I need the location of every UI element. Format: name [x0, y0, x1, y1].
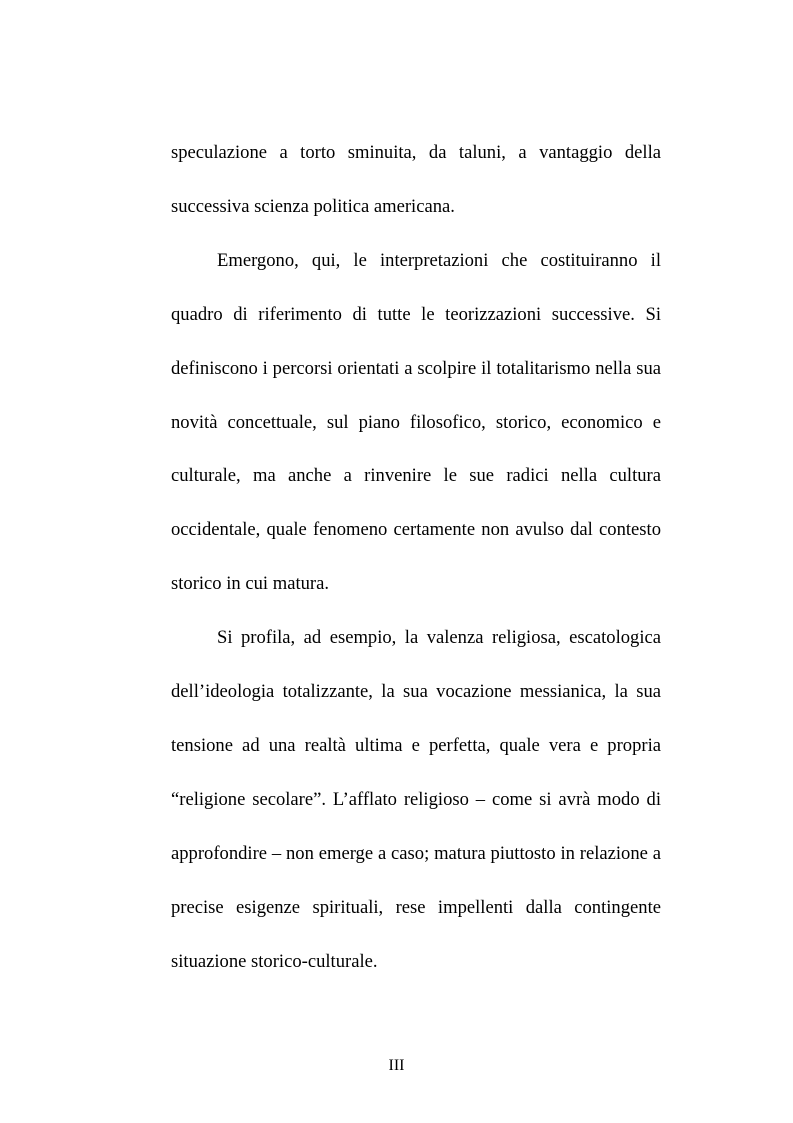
paragraph-interpretations: Emergono, qui, le interpretazioni che costituiranno il quadro di riferimento di tutte le teorizzazioni successive. Si definiscono i percorsi orientati a scolpire il totalitarismo nella sua novità concettuale, sul piano filosofico, storico, economico e culturale, ma anche a rinvenire le sue radici nella cultura occidentale, quale fenomeno certamente non avulso dal contesto storico in cui matura.	[171, 249, 661, 595]
paragraph-religious-valence: Si profila, ad esempio, la valenza religiosa, escatologica dell’ideologia totalizzante, la sua vocazione messianica, la sua tensione ad una realtà ultima e perfetta, quale vera e propria “religione secolare”. L’afflato religioso – come si avrà modo di approfondire – non emerge a caso; matura piuttosto in relazione a precise esigenze spirituali, rese impellenti dalla contingente situazione storico-culturale.	[171, 627, 661, 972]
paragraph-continuation: speculazione a torto sminuita, da taluni, a vantaggio della successiva scienza politica americana.	[171, 142, 661, 217]
body-text	[171, 126, 661, 989]
page-number: III	[388, 1057, 405, 1074]
